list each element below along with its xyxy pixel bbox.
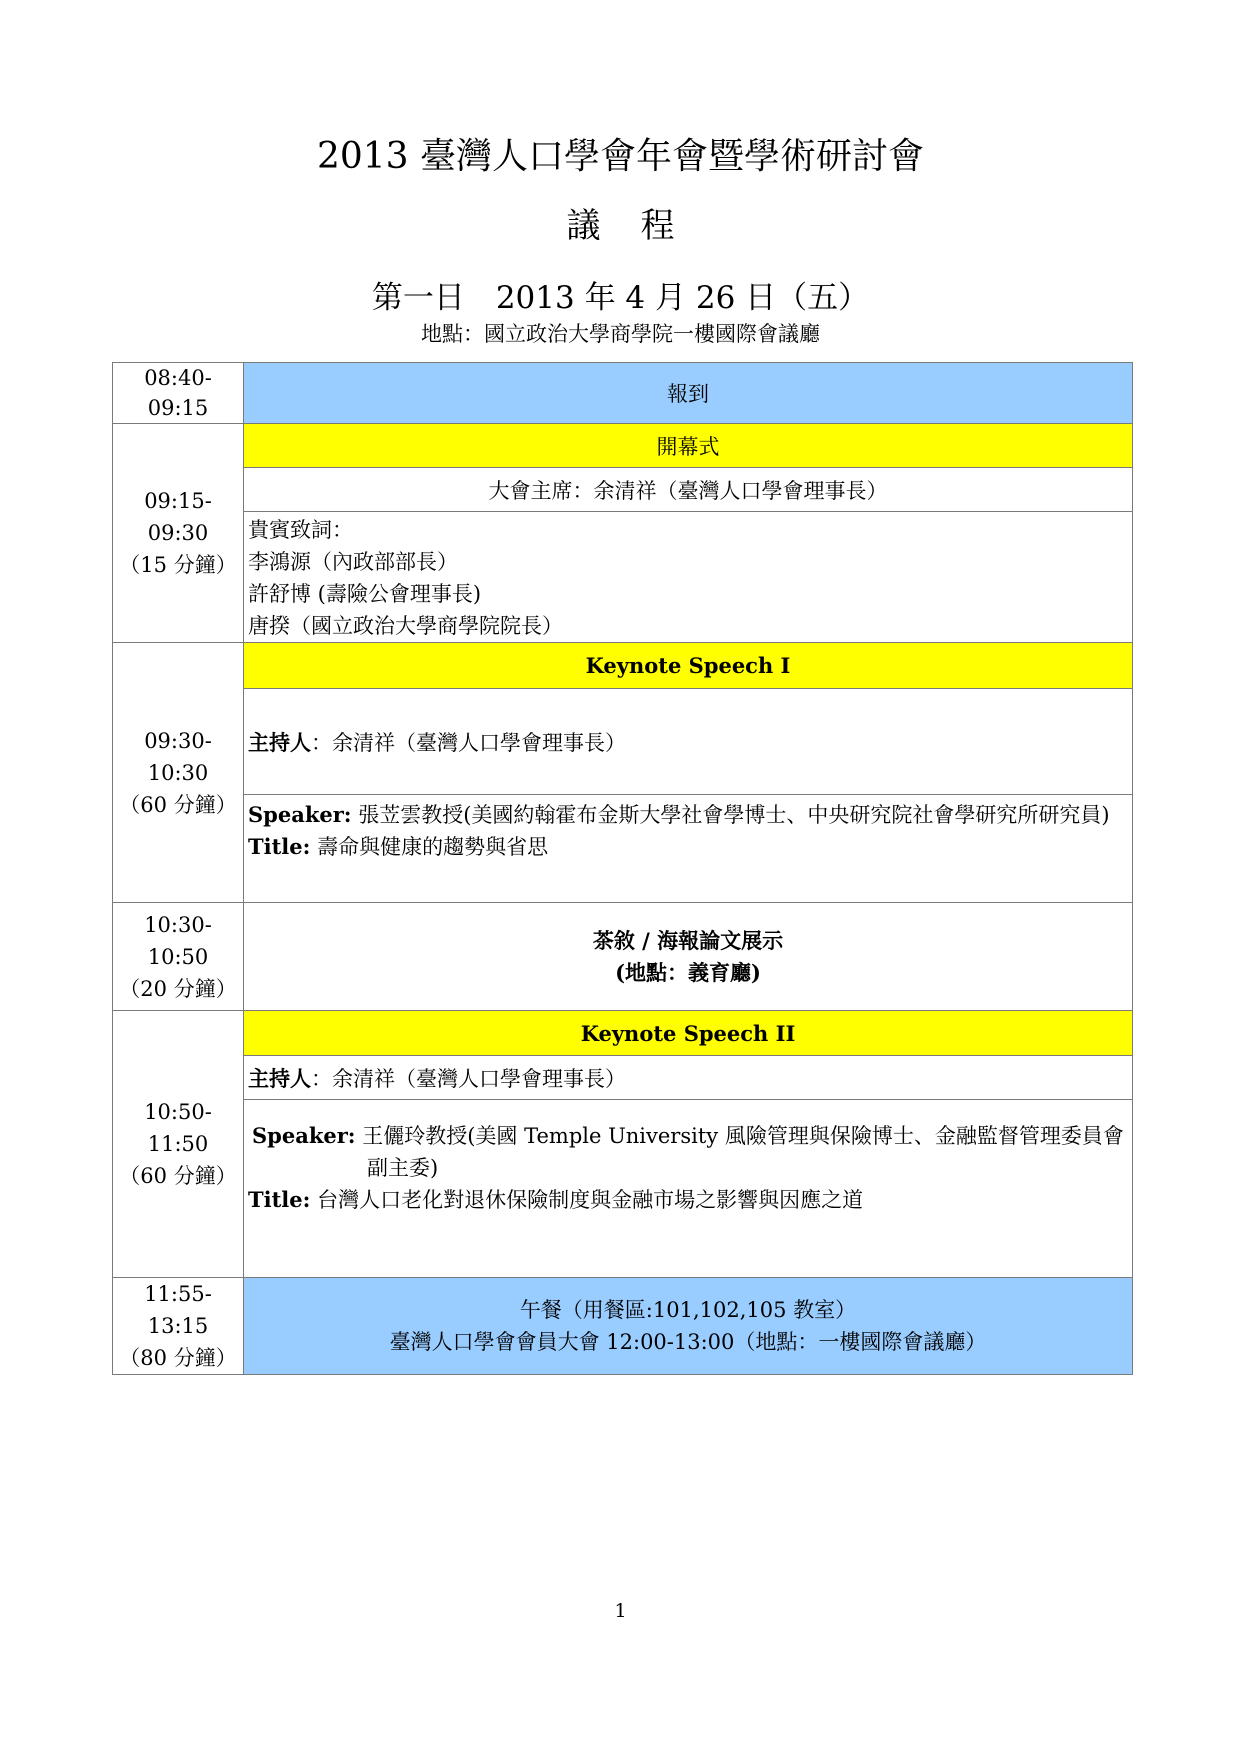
agenda-row-lunch [113,1278,1133,1375]
time-cell [113,424,244,643]
page-subtitle: 議程 [566,206,715,246]
tea-break-location: (地點：義育廳) [615,959,761,985]
lunch-cell [244,1278,1133,1375]
keynote-1-heading: Keynote Speech I [585,653,791,678]
talk-title: 壽命與健康的趨勢與省思 [317,835,549,859]
agenda-row-registration [113,363,1133,424]
chair: 大會主席：余清祥（臺灣人口學會理事長） [488,478,888,503]
agenda-row-keynote-1 [113,643,1133,689]
agenda-row-keynote-2-speaker [113,1100,1133,1278]
host-label: 主持人 [248,729,311,755]
keynote-2-heading: Keynote Speech II [580,1020,796,1046]
duration: （15 分鐘） [119,553,237,577]
chair-cell [244,468,1133,512]
tea-break-label: 茶敘 / 海報論文展示 [592,927,784,953]
talk-title: 台灣人口老化對退休保險制度與金融市場之影響與因應之道 [317,1188,864,1212]
speaker-cell [244,795,1133,903]
agenda-row-keynote-1-speaker [113,795,1133,903]
duration: （60 分鐘） [119,792,237,817]
guest: 唐揆（國立政治大學商學院院長） [248,614,563,638]
duration: （60 分鐘） [119,1164,237,1188]
venue: 地點：國立政治大學商學院一樓國際會議廳 [421,322,820,346]
time-cell [113,363,244,424]
time-cell [113,643,244,903]
agenda-table [112,362,1133,1375]
time-range: 09:30-10:30 [144,728,212,785]
time-cell [113,1011,244,1278]
speaker-label: Speaker: [252,1123,356,1148]
time-range: 09:15-09:30 [144,489,212,545]
agenda-row-guests [113,512,1133,643]
guests-cell [244,512,1133,643]
lunch-label: 午餐（用餐區:101,102,105 教室） [519,1298,857,1322]
guest: 許舒博 (壽險公會理事長) [248,582,482,606]
members-meeting: 臺灣人口學會會員大會 12:00-13:00（地點：一樓國際會議廳） [389,1330,987,1354]
registration-cell [244,363,1133,424]
duration: （80 分鐘） [119,1346,237,1370]
time-cell [113,903,244,1011]
host: ：余清祥（臺灣人口學會理事長） [311,730,626,755]
host-cell [244,1056,1133,1100]
agenda-row-chair [113,468,1133,512]
time-range: 11:55-13:15 [144,1282,212,1338]
agenda-row-tea-break [113,903,1133,1011]
talk-title-label: Title: [248,834,311,859]
opening-heading-cell [244,424,1133,468]
keynote-2-heading-cell [244,1011,1133,1056]
speaker-label: Speaker: [248,802,352,827]
duration: （20 分鐘） [119,976,237,1001]
host-cell [244,689,1133,795]
registration-label: 報到 [667,382,709,406]
time-cell [113,1278,244,1375]
time-range: 08:40-09:15 [144,366,212,420]
host-label: 主持人 [248,1065,311,1091]
page-title: 2013 臺灣人口學會年會暨學術研討會 [316,136,925,177]
opening-heading: 開幕式 [656,434,720,459]
agenda-row-keynote-2-host [113,1056,1133,1100]
tea-break-cell [244,903,1133,1011]
keynote-1-heading-cell [244,643,1133,689]
agenda-row-opening [113,424,1133,468]
host: ：余清祥（臺灣人口學會理事長） [311,1066,626,1091]
talk-title-label: Title: [248,1187,311,1212]
agenda-row-keynote-1-host [113,689,1133,795]
page-number: 1 [614,1600,627,1622]
time-range: 10:30-10:50 [144,912,212,969]
time-range: 10:50-11:50 [144,1100,212,1156]
day-date: 第一日 2013 年 4 月 26 日（五） [371,280,870,316]
speaker: 張苙雲教授(美國約翰霍布金斯大學社會學博士、中央研究院社會學研究所研究員) [358,803,1110,827]
speaker-cell [244,1100,1133,1278]
guest: 李鴻源（內政部部長） [248,550,458,574]
speaker: 王儷玲教授(美國 Temple University 風險管理與保險博士、金融監督管理委員會副主委) [362,1124,1124,1180]
agenda-row-keynote-2 [113,1011,1133,1056]
guests-label: 貴賓致詞： [248,518,353,542]
